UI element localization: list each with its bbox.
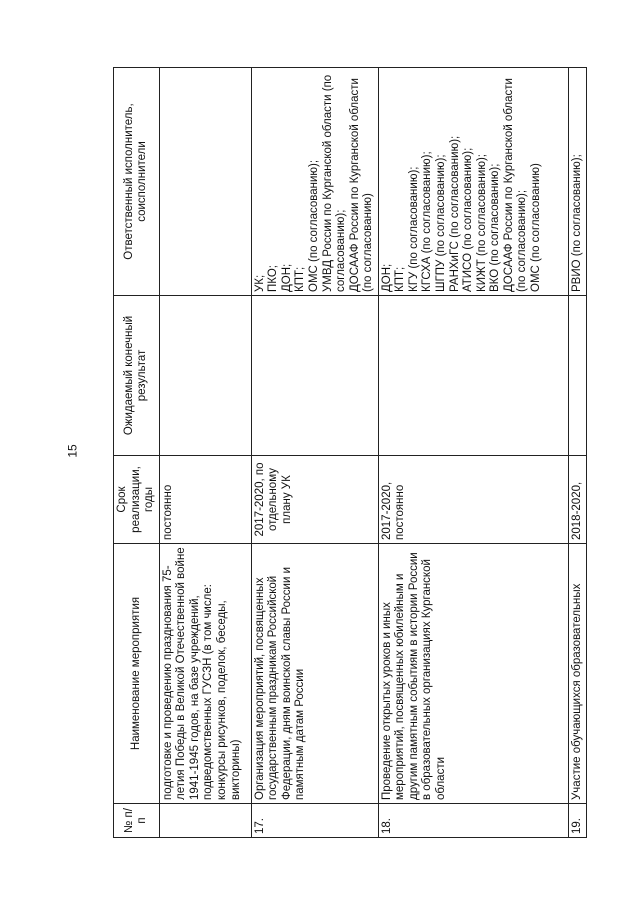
executor-line: КПТ;: [394, 266, 407, 292]
executor-line: РВИО (по согласованию);: [570, 154, 583, 292]
page-number: 15: [65, 444, 80, 458]
row-name: подготовке и проведению празднования 75-летия Победы в Великой Отечественной войне 1941-1945 годов, на базе учреждений, подведомственных ГУСЗН (в том числе: конкурсы рисунков, поделок, беседы, викторины): [159, 544, 251, 804]
row-result: [378, 296, 568, 456]
row-executor: [378, 68, 568, 296]
row-name: Организация мероприятий, посвященных государственным праздникам Российской Федерации, дням воинской славы России и памятным датам России: [251, 544, 378, 804]
header-num: № п/п: [114, 804, 160, 838]
executor-line: ОМС (по согласованию);: [307, 159, 320, 292]
executor-line: ОМС (по согласованию): [529, 163, 542, 292]
row-name: Участие обучающихся образовательных: [568, 544, 587, 804]
table-row: [251, 68, 378, 838]
table-header-row: [114, 68, 160, 838]
row-num: 18.: [378, 804, 568, 838]
row-term: 2017-2020, по отдельному плану УК: [251, 456, 378, 544]
executor-line: КПТ;: [294, 266, 307, 292]
row-result: [251, 296, 378, 456]
executor-line: УМВД России по Курганской области (по согласованию);: [321, 74, 348, 292]
executor-line: ПКО;: [267, 265, 280, 292]
executor-line: КГСХА (по согласованию);: [421, 151, 434, 292]
row-num: [159, 804, 251, 838]
row-term: 2018-2020,: [568, 456, 587, 544]
row-num: 17.: [251, 804, 378, 838]
executor-line: КИЖТ (по согласованию);: [475, 154, 488, 292]
row-term: 2017-2020, постоянно: [378, 456, 568, 544]
executor-line: ДОСААФ России по Курганской области (по согласованию);: [502, 78, 529, 292]
executor-line: УК;: [253, 274, 266, 292]
executor-line: ДОН;: [380, 263, 393, 292]
executor-line: ДОН;: [280, 263, 293, 292]
executor-line: КГУ (по согласованию);: [407, 166, 420, 292]
executor-line: АТИСО (по согласованию);: [462, 147, 475, 292]
row-term: постоянно: [159, 456, 251, 544]
row-num: 19.: [568, 804, 587, 838]
row-executor: [251, 68, 378, 296]
document-table-rotated: [113, 68, 625, 838]
table-row: [378, 68, 568, 838]
table-row: [159, 68, 251, 838]
header-result: Ожидаемый конечный результат: [114, 296, 160, 456]
executor-line: РАНХиГС (по согласованию);: [448, 135, 461, 292]
events-table: [113, 67, 587, 838]
executor-line: ДОСААФ России по Курганской области (по согласованию): [348, 78, 375, 292]
row-executor: [568, 68, 587, 296]
row-result: [159, 296, 251, 456]
header-name: Наименование мероприятия: [114, 544, 160, 804]
header-term: Срок реализации, годы: [114, 456, 160, 544]
executor-line: ШГПУ (по согласованию);: [435, 154, 447, 292]
row-name: Проведение открытых уроков и иных мероприятий, посвященных юбилейным и другим памятным событиям в истории России в образовательных организациях Курганской области: [378, 544, 568, 804]
row-executor: [159, 68, 251, 296]
executor-line: ВКО (по согласованию);: [489, 163, 502, 292]
row-result: [568, 296, 587, 456]
table-row: [568, 68, 587, 838]
header-executor: Ответственный исполнитель, соисполнители: [114, 68, 160, 296]
